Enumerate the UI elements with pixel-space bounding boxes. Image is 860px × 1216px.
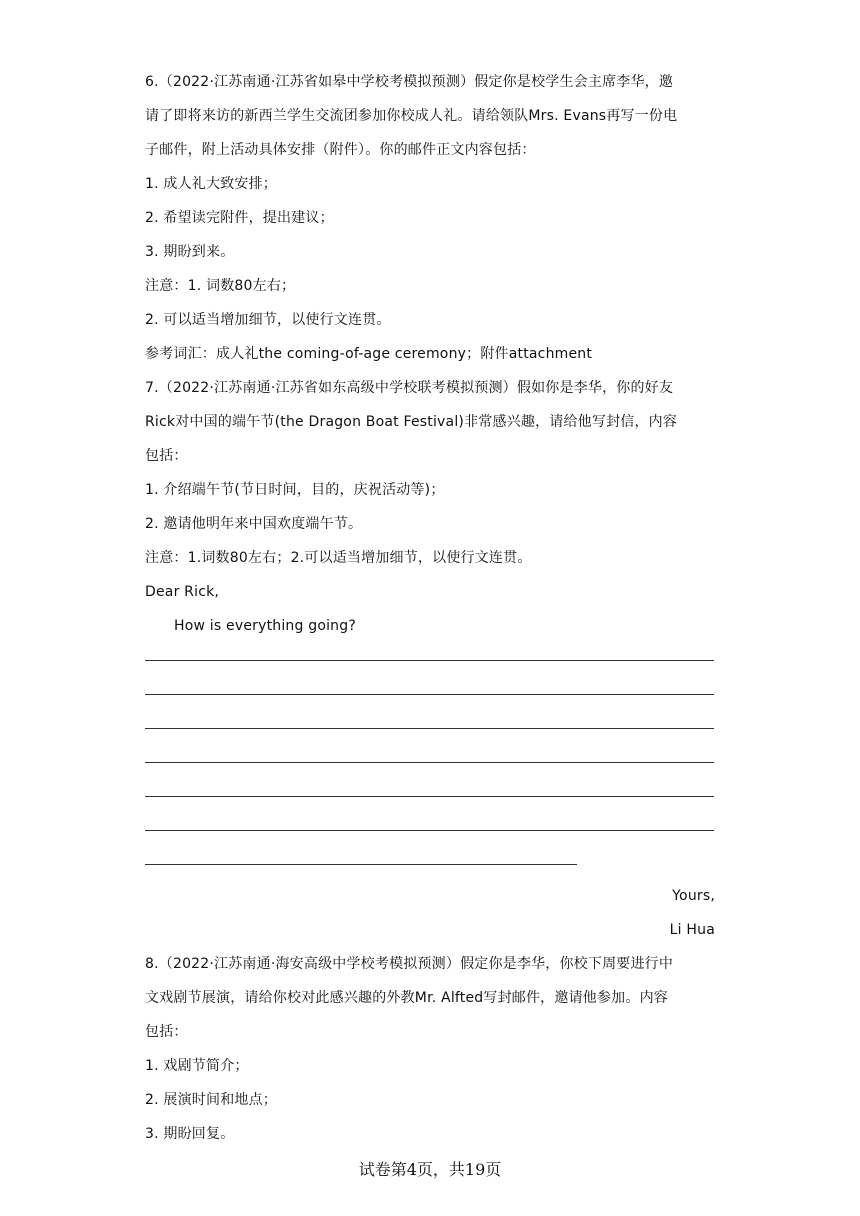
q6-item-1: 1. 成人礼大致安排； bbox=[145, 176, 278, 192]
answer-line[interactable] bbox=[145, 864, 577, 865]
q6-item-3: 3. 期盼到来。 bbox=[145, 244, 235, 260]
q6-item-2: 2. 希望读完附件，提出建议； bbox=[145, 210, 334, 226]
page-footer: 试卷第4页，共19页 bbox=[358, 1160, 502, 1179]
q7-prompt-line-1: 7.（2022·江苏南通·江苏省如东高级中学校联考模拟预测）假如你是李华，你的好友 bbox=[145, 380, 674, 396]
q6-prompt-line-3: 子邮件，附上活动具体安排（附件）。你的邮件正文内容包括： bbox=[145, 142, 536, 158]
q7-note: 注意：1.词数80左右；2.可以适当增加细节，以使行文连贯。 bbox=[145, 550, 532, 566]
letter-signature: Li Hua bbox=[669, 922, 715, 938]
answer-line[interactable] bbox=[145, 796, 714, 797]
answer-line[interactable] bbox=[145, 694, 714, 695]
answer-line[interactable] bbox=[145, 728, 714, 729]
q7-prompt-line-3: 包括： bbox=[145, 448, 188, 464]
q6-prompt-line-2: 请了即将来访的新西兰学生交流团参加你校成人礼。请给领队Mrs. Evans再写一份电 bbox=[145, 108, 678, 124]
q7-item-1: 1. 介绍端午节(节日时间，目的，庆祝活动等)； bbox=[145, 482, 445, 498]
answer-line[interactable] bbox=[145, 762, 714, 763]
q6-vocabulary: 参考词汇：成人礼the coming-of-age ceremony；附件attachment bbox=[145, 346, 593, 362]
q8-item-3: 3. 期盼回复。 bbox=[145, 1126, 235, 1142]
answer-line[interactable] bbox=[145, 660, 714, 661]
q8-item-1: 1. 戏剧节简介； bbox=[145, 1058, 249, 1074]
q8-item-2: 2. 展演时间和地点； bbox=[145, 1092, 278, 1108]
q7-prompt-line-2: Rick对中国的端午节(the Dragon Boat Festival)非常感兴趣，请给他写封信，内容 bbox=[145, 414, 678, 430]
answer-line[interactable] bbox=[145, 830, 714, 831]
letter-opening: How is everything going? bbox=[174, 618, 356, 634]
q7-item-2: 2. 邀请他明年来中国欢度端午节。 bbox=[145, 516, 363, 532]
q8-prompt-line-3: 包括： bbox=[145, 1024, 188, 1040]
q8-prompt-line-2: 文戏剧节展演，请给你校对此感兴趣的外教Mr. Alfted写封邮件，邀请他参加。内容 bbox=[145, 990, 668, 1006]
letter-salutation: Dear Rick, bbox=[145, 584, 220, 600]
q8-prompt-line-1: 8.（2022·江苏南通·海安高级中学校考模拟预测）假定你是李华，你校下周要进行中 bbox=[145, 956, 674, 972]
q6-note-2: 2. 可以适当增加细节，以使行文连贯。 bbox=[145, 312, 391, 328]
letter-closing: Yours, bbox=[672, 888, 715, 904]
q6-note-1: 注意：1. 词数80左右； bbox=[145, 278, 296, 294]
q6-prompt-line-1: 6.（2022·江苏南通·江苏省如皋中学校考模拟预测）假定你是校学生会主席李华，邀 bbox=[145, 74, 674, 90]
